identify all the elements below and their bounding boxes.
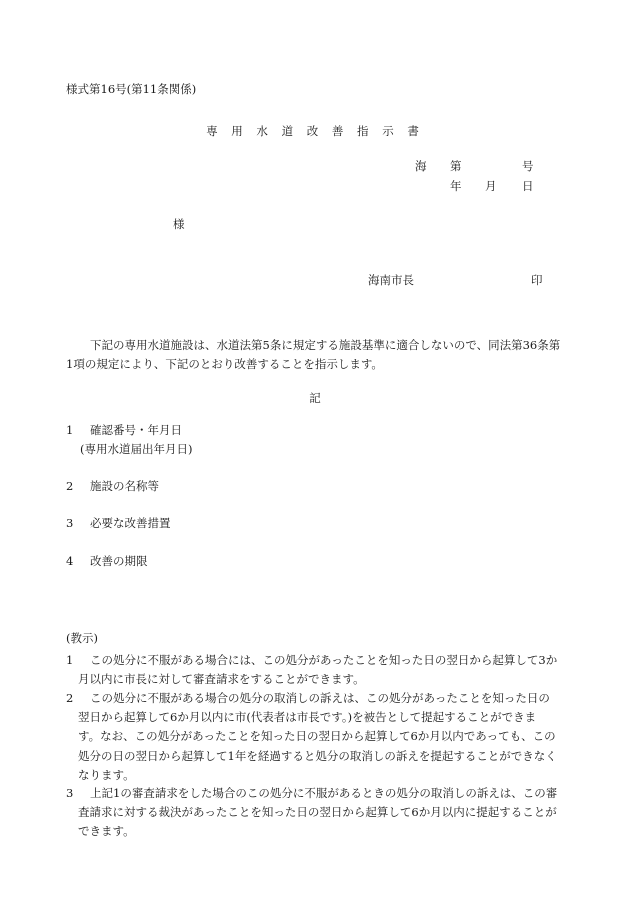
item-1-sub: (専用水道届出年月日) bbox=[80, 442, 193, 456]
note-1 bbox=[66, 651, 558, 689]
note-number: 1 bbox=[66, 653, 74, 667]
date-month-label: 月 bbox=[485, 179, 497, 193]
item-4 bbox=[66, 556, 148, 568]
date-day-label: 日 bbox=[522, 179, 534, 193]
item-number: 2 bbox=[66, 479, 74, 493]
note-text: この処分に不服がある場合には、この処分があったことを知った日の翌日から起算して3か月以内に市長に対して審査請求をすることができます。 bbox=[78, 653, 558, 687]
document-title: 専 用 水 道 改 善 指 示 書 bbox=[206, 124, 424, 138]
note-number: 3 bbox=[66, 786, 74, 800]
item-label: 必要な改善措置 bbox=[90, 516, 171, 530]
item-label: 施設の名称等 bbox=[90, 479, 159, 493]
item-number: 1 bbox=[66, 423, 74, 437]
body-paragraph: 下記の専用水道施設は、水道法第5条に規定する施設基準に適合しないので、同法第36条第1項の規定により、下記のとおり改善することを指示します。 bbox=[66, 338, 561, 371]
item-3 bbox=[66, 518, 171, 530]
item-number: 3 bbox=[66, 516, 74, 530]
item-1 bbox=[66, 425, 182, 437]
doc-number-go: 号 bbox=[522, 159, 534, 173]
note-text: この処分に不服がある場合の処分の取消しの訴えは、この処分があったことを知った日の翌日から起算して6か月以内に市(代表者は市長です。)を被告として提起することができます。なお、この処分があったことを知った日の翌日から起算して6か月以内であっても、この処分の日の翌日から起算して1年を経過すると処分の取消しの訴えを提起することができなくなります。 bbox=[78, 691, 557, 782]
seal-mark: 印 bbox=[531, 273, 543, 287]
addressee-honorific: 様 bbox=[173, 217, 185, 231]
doc-number-prefix: 海 bbox=[415, 159, 427, 173]
note-3 bbox=[66, 784, 558, 842]
item-label: 確認番号・年月日 bbox=[90, 423, 182, 437]
item-number: 4 bbox=[66, 554, 74, 568]
item-2 bbox=[66, 481, 159, 493]
sender-name: 海南市長 bbox=[368, 273, 414, 287]
form-number: 様式第16号(第11条関係) bbox=[66, 82, 197, 96]
item-label: 改善の期限 bbox=[90, 554, 148, 568]
note-text: 上記1の審査請求をした場合のこの処分に不服があるときの処分の取消しの訴えは、この審査請求に対する裁決があったことを知った日の翌日から起算して6か月以内に提起することができます。 bbox=[78, 786, 558, 839]
note-number: 2 bbox=[66, 691, 74, 705]
doc-number-dai: 第 bbox=[450, 159, 462, 173]
date-year-label: 年 bbox=[450, 179, 462, 193]
ki-heading: 記 bbox=[309, 391, 321, 405]
note-2 bbox=[66, 689, 558, 785]
notes-heading: (教示) bbox=[66, 631, 98, 645]
